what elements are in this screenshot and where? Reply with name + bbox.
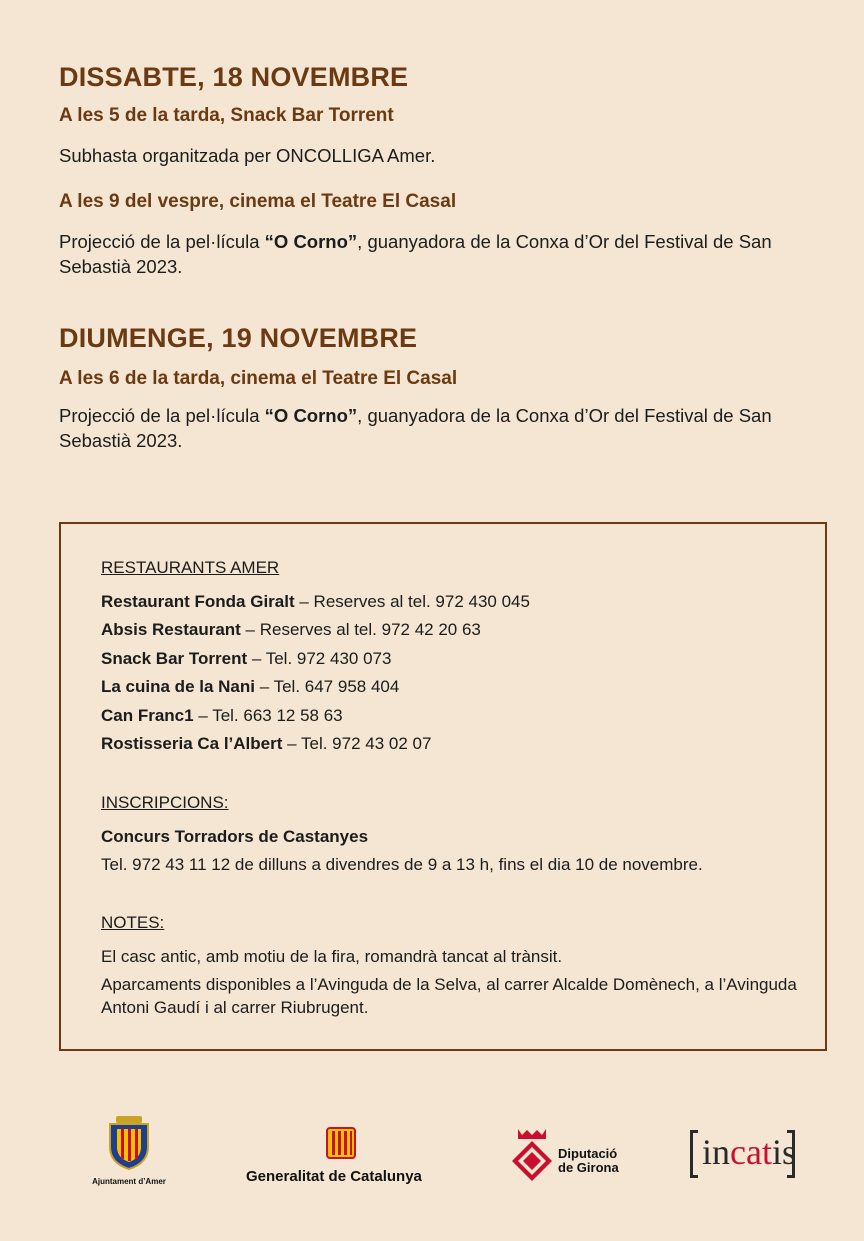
day-heading-saturday: DISSABTE, 18 NOVEMBRE bbox=[59, 62, 409, 92]
notes-title: NOTES: bbox=[101, 913, 165, 932]
logo-incatis bbox=[690, 1130, 795, 1182]
info-box bbox=[59, 522, 827, 1051]
generalitat-logo-text: Generalitat de Catalunya bbox=[246, 1168, 422, 1185]
incatis-logo-text: incatis bbox=[702, 1132, 796, 1172]
restaurant-item: Rostisseria Ca l’Albert – Tel. 972 43 02 07 bbox=[101, 734, 432, 753]
event-time: A les 6 de la tarda, cinema el Teatre El Casal bbox=[59, 368, 458, 389]
generalitat-flag-icon bbox=[246, 1125, 436, 1161]
restaurants-title: RESTAURANTS AMER bbox=[101, 558, 280, 577]
restaurant-item: Restaurant Fonda Giralt – Reserves al tel. 972 430 045 bbox=[101, 592, 530, 611]
day-heading-sunday: DIUMENGE, 19 NOVEMBRE bbox=[59, 323, 418, 353]
diputacio-emblem-icon bbox=[510, 1127, 554, 1183]
logo-ajuntament-amer bbox=[88, 1115, 170, 1185]
amer-logo-text: Ajuntament d’Amer bbox=[92, 1177, 166, 1186]
inscripcions-title: INSCRIPCIONS: bbox=[101, 793, 229, 812]
amer-shield-icon bbox=[88, 1115, 170, 1171]
logo-diputacio-girona bbox=[510, 1127, 640, 1183]
note-line: Aparcaments disponibles a l’Avinguda de la Selva, al carrer Alcalde Domènech, a l’Avinguda Antoni Gaudí i al carrer Riubrugent. bbox=[101, 975, 797, 1017]
event-description: Projecció de la pel·lícula “O Corno”, guanyadora de la Conxa d’Or del Festival de San Sebastià 2023. bbox=[59, 405, 772, 451]
inscripcions-details: Tel. 972 43 11 12 de dilluns a divendres de 9 a 13 h, fins el dia 10 de novembre. bbox=[101, 855, 703, 874]
logo-generalitat bbox=[246, 1125, 436, 1185]
event-time: A les 5 de la tarda, Snack Bar Torrent bbox=[59, 105, 394, 126]
restaurant-item: Snack Bar Torrent – Tel. 972 430 073 bbox=[101, 649, 392, 668]
event-description: Subhasta organitzada per ONCOLLIGA Amer. bbox=[59, 145, 436, 166]
film-title: “O Corno” bbox=[264, 405, 358, 426]
event-description: Projecció de la pel·lícula “O Corno”, guanyadora de la Conxa d’Or del Festival de San Sebastià 2023. bbox=[59, 231, 772, 277]
diputacio-logo-text: Diputació de Girona bbox=[558, 1146, 619, 1175]
restaurant-item: La cuina de la Nani – Tel. 647 958 404 bbox=[101, 677, 400, 696]
inscripcions-event: Concurs Torradors de Castanyes bbox=[101, 827, 369, 846]
film-title: “O Corno” bbox=[264, 231, 358, 252]
restaurant-item: Can Franc1 – Tel. 663 12 58 63 bbox=[101, 706, 343, 725]
restaurant-item: Absis Restaurant – Reserves al tel. 972 42 20 63 bbox=[101, 620, 481, 639]
event-time: A les 9 del vespre, cinema el Teatre El Casal bbox=[59, 191, 457, 212]
note-line: El casc antic, amb motiu de la fira, romandrà tancat al trànsit. bbox=[101, 947, 563, 966]
